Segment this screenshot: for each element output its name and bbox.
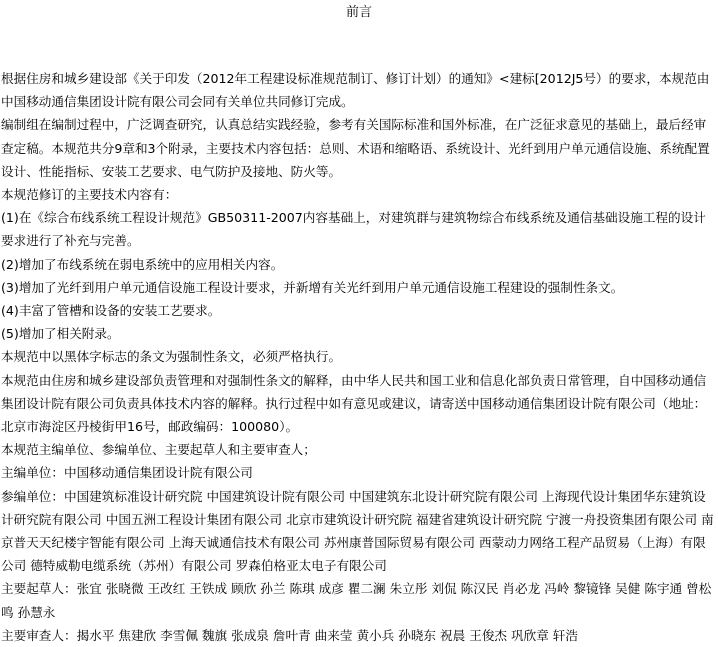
paragraph-revision-item-3: (3)增加了光纤到用户单元通信设施工程设计要求，并新增有关光纤到用户单元通信设施工程建设的强制性条文。 <box>1 279 624 295</box>
paragraph-participating-units: 参编单位：中国建筑标准设计研究院 中国建筑设计院有限公司 中国建筑东北设计研究院有限公司 上海现代设计集团华东建筑设计研究院有限公司 中国五洲工程设计集团有限公司 北京市建筑设计研究院 福建省建筑设计研究院 宁渡一舟投资集团有限公司 南京普天天纪楼宇智能有限公司 上海天诚通信技术有限公司 苏州康普国际贸易有限公司 西蒙动力网络工程产品贸易（上海）有限公司 德特威勒电缆系统（苏州）有限公司 罗森伯格亚太电子有限公司 <box>1 488 714 574</box>
paragraph-revision-item-2: (2)增加了布线系统在弱电系统中的应用相关内容。 <box>1 256 284 272</box>
paragraph-drafters: 主要起草人：张宜 张晓微 王改红 王铁成 顾欣 孙兰 陈琪 成彦 瞿二澜 朱立彤 刘侃 陈汉民 肖必龙 冯岭 黎镜锋 吴健 陈宇通 曾松鸣 孙慧永 <box>1 581 712 620</box>
paragraph-units-intro: 本规范主编单位、参编单位、主要起草人和主要审查人； <box>1 442 316 458</box>
paragraph-basis: 根据住房和城乡建设部《关于印发（2012年工程建设标准规范制订、修订计划）的通知》<建标[2012J5号）的要求，本规范由中国移动通信集团设计院有限公司会同有关单位共同修订完成。 <box>1 71 710 110</box>
paragraph-reviewers: 主要审查人：揭水平 焦建欣 李雪佩 魏旗 张成泉 詹叶青 曲来莹 黄小兵 孙晓东 祝晨 王俊杰 巩欣章 轩浩 <box>1 627 578 643</box>
paragraph-management: 本规范由住房和城乡建设部负责管理和对强制性条文的解释，由中华人民共和国工业和信息化部负责日常管理，自中国移动通信集团设计院有限公司负责具体技术内容的解释。执行过程中如有意见或建议，请寄送中国移动通信集团设计院有限公司（地址：北京市海淀区丹棱街甲16号，邮政编码：100080）。 <box>1 372 707 435</box>
paragraph-revision-intro: 本规范修订的主要技术内容有： <box>1 187 178 203</box>
paragraph-compilation: 编制组在编制过程中，广泛调查研究，认真总结实践经验，参考有关国际标准和国外标准，在广泛征求意见的基础上，最后经审查定稿。本规范共分9章和3个附录，主要技术内容包括：总则、术语和缩略语、系统设计、光纤到用户单元通信设施、系统配置设计、性能指标、安装工艺要求、电气防护及接地、防火等。 <box>1 117 710 179</box>
paragraph-revision-item-4: (4)丰富了管槽和设备的安装工艺要求。 <box>1 303 221 319</box>
paragraph-revision-item-5: (5)增加了相关附录。 <box>1 326 120 342</box>
document-body <box>1 67 715 647</box>
paragraph-revision-item-1: (1)在《综合布线系统工程设计规范》GB50311-2007内容基础上，对建筑群与建筑物综合布线系统及通信基础设施工程的设计要求进行了补充与完善。 <box>1 210 706 249</box>
paragraph-chief-unit: 主编单位：中国移动通信集团设计院有限公司 <box>1 465 253 481</box>
page-title: 前言 <box>345 5 372 20</box>
paragraph-mandatory-note: 本规范中以黑体字标志的条文为强制性条文，必须严格执行。 <box>1 349 342 365</box>
